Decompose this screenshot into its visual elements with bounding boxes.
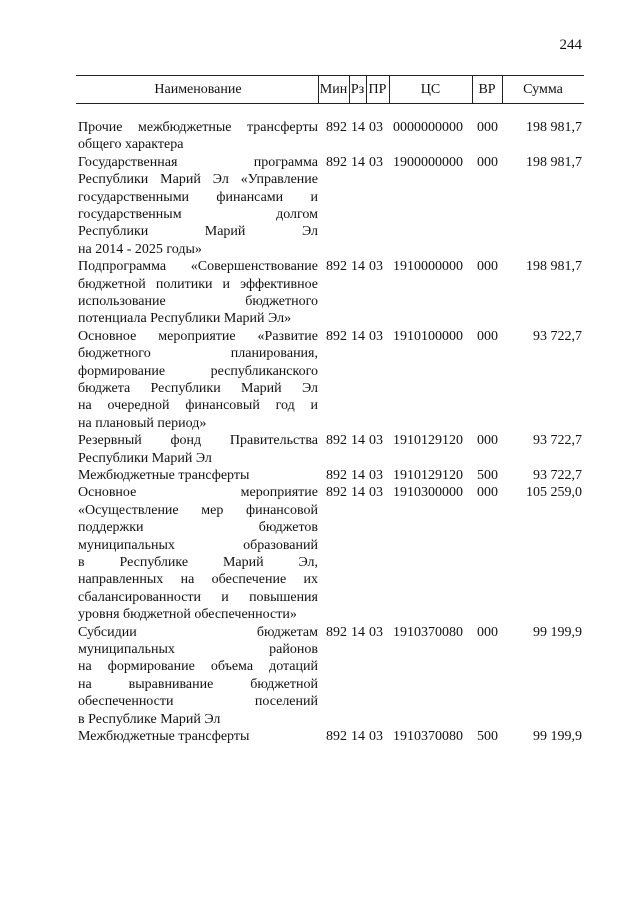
cell-min: 892 [326,259,347,275]
name-line: Республики Марий Эл «Управление [78,172,318,188]
name-line: Прочие межбюджетные трансферты [78,120,318,135]
name-line: Субсидии бюджетам [78,624,318,640]
cell-sum: 93 722,7 [533,328,582,344]
cell-vr: 500 [477,729,498,744]
cell-pr: 03 [369,468,383,483]
cell-name [78,432,318,467]
cell-name [78,484,318,623]
cell-vr: 500 [477,468,498,483]
cell-cs: 1910370080 [393,624,463,640]
name-line: Республики Марий Эл [78,450,212,466]
name-line: в Республике Марий Эл [78,711,221,727]
header-pr: ПР [368,82,387,97]
header-vr: ВР [478,82,496,97]
cell-vr: 000 [477,328,498,344]
name-line: поддержки бюджетов [78,520,318,536]
cell-cs: 1910000000 [393,259,463,275]
name-line: использование бюджетного [78,294,318,309]
cell-rz: 14 [351,433,365,449]
name-line: государственным долгом [78,207,318,223]
header-min: Мин [319,82,348,97]
name-line: сбалансированности и повышения [78,589,318,605]
name-line: на формирование объема дотаций [78,659,318,675]
cell-min: 892 [326,624,347,640]
cell-sum: 198 981,7 [526,120,582,135]
cell-pr: 03 [369,259,383,275]
header-rz: Рз [350,82,365,97]
name-line: муниципальных образований [78,537,318,553]
cell-cs: 1910300000 [393,485,463,501]
name-line: общего характера [78,137,184,153]
cell-name [78,728,318,745]
cell-cs: 1910370080 [393,729,463,744]
cell-sum: 93 722,7 [533,468,582,483]
cell-sum: 93 722,7 [533,433,582,449]
name-line: на плановый период» [78,415,207,431]
name-line: государственными финансами и [78,189,318,205]
header-name: Наименование [154,82,242,97]
name-line: направленных на обеспечение их [78,572,318,588]
name-line: Государственная программа [78,154,318,170]
cell-vr: 000 [477,120,498,135]
name-line: Основное мероприятие [78,485,318,501]
name-line: на 2014 - 2025 годы» [78,241,202,257]
cell-rz: 14 [351,328,365,344]
cell-vr: 000 [477,433,498,449]
name-line: обеспеченности поселений [78,694,318,710]
name-line: уровня бюджетной обеспеченности» [78,607,297,623]
cell-rz: 14 [351,468,365,483]
name-line: Республики Марий Эл [78,224,318,240]
cell-name [78,119,318,154]
name-line: бюджета Республики Марий Эл [78,381,318,397]
cell-min: 892 [326,468,347,483]
cell-name [78,328,318,432]
cell-cs: 0000000000 [393,120,463,135]
cell-min: 892 [326,328,347,344]
cell-sum: 99 199,9 [533,729,582,744]
cell-sum: 105 259,0 [526,485,582,501]
cell-sum: 198 981,7 [526,259,582,275]
cell-cs: 1910100000 [393,328,463,344]
cell-name [78,624,318,728]
cell-rz: 14 [351,624,365,640]
name-line: на выравнивание бюджетной [78,676,318,692]
name-line: потенциала Республики Марий Эл» [78,311,292,327]
cell-rz: 14 [351,154,365,170]
cell-sum: 198 981,7 [526,154,582,170]
cell-pr: 03 [369,433,383,449]
cell-rz: 14 [351,120,365,135]
cell-vr: 000 [477,259,498,275]
cell-pr: 03 [369,154,383,170]
name-line: Резервный фонд Правительства [78,433,318,449]
name-line: бюджетного планирования, [78,346,318,362]
page-number: 244 [559,37,582,53]
cell-sum: 99 199,9 [533,624,582,640]
cell-min: 892 [326,729,347,744]
name-line: на очередной финансовый год и [78,398,318,414]
cell-min: 892 [326,433,347,449]
cell-cs: 1910129120 [393,433,463,449]
name-line: в Республике Марий Эл, [78,555,318,571]
cell-vr: 000 [477,154,498,170]
cell-pr: 03 [369,485,383,501]
header-bottom-rule [76,103,584,104]
cell-cs: 1900000000 [393,154,463,170]
header-sum: Сумма [523,82,563,97]
cell-name [78,258,318,328]
cell-min: 892 [326,154,347,170]
name-line: бюджетной политики и эффективное [78,276,318,292]
cell-pr: 03 [369,624,383,640]
cell-vr: 000 [477,624,498,640]
cell-pr: 03 [369,729,383,744]
cell-name [78,154,318,258]
cell-rz: 14 [351,259,365,275]
header-top-rule [76,75,584,76]
name-line: «Осуществление мер финансовой [78,502,318,518]
cell-rz: 14 [351,485,365,501]
name-line: Основное мероприятие «Развитие [78,328,318,344]
header-cs: ЦС [420,82,441,97]
cell-pr: 03 [369,120,383,135]
cell-rz: 14 [351,729,365,744]
name-line: Подпрограмма «Совершенствование [78,259,318,275]
cell-min: 892 [326,485,347,501]
cell-cs: 1910129120 [393,468,463,483]
cell-name [78,467,318,484]
name-line: Межбюджетные трансферты [78,468,250,483]
cell-vr: 000 [477,485,498,501]
name-line: формирование республиканского [78,363,318,379]
name-line: Межбюджетные трансферты [78,729,250,744]
name-line: муниципальных районов [78,642,318,657]
cell-min: 892 [326,120,347,135]
cell-pr: 03 [369,328,383,344]
